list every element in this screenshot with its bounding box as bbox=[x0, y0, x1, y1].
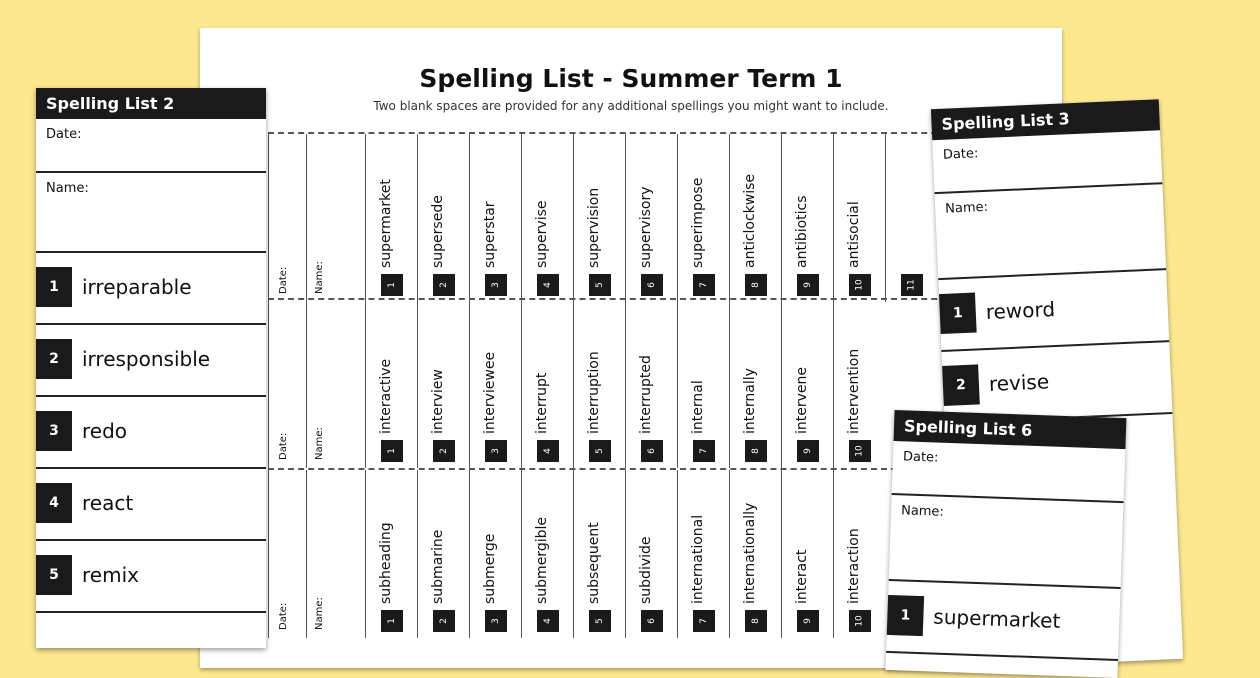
word-cell bbox=[573, 300, 626, 468]
spelling-word: interact bbox=[794, 549, 810, 604]
spelling-word: antisocial bbox=[846, 201, 862, 268]
card-title: Spelling List 2 bbox=[36, 88, 266, 119]
list-item bbox=[36, 325, 266, 397]
spelling-word: irreparable bbox=[82, 275, 192, 299]
word-cell bbox=[417, 470, 470, 638]
word-number-badge: 3 bbox=[485, 440, 507, 462]
word-cell bbox=[677, 470, 730, 638]
word-number-badge: 4 bbox=[537, 440, 559, 462]
item-number-badge: 5 bbox=[36, 555, 72, 595]
item-number-badge: 1 bbox=[36, 267, 72, 307]
spelling-word: reword bbox=[985, 297, 1056, 325]
item-number-badge: 1 bbox=[887, 595, 924, 636]
word-number-badge: 5 bbox=[589, 274, 611, 296]
spelling-word: superimpose bbox=[690, 177, 706, 268]
name-cell bbox=[306, 470, 365, 638]
list-item bbox=[36, 469, 266, 541]
word-cell bbox=[885, 134, 938, 302]
word-cell bbox=[677, 134, 730, 302]
word-cell bbox=[521, 134, 574, 302]
spelling-word: react bbox=[82, 491, 134, 515]
word-cell bbox=[573, 134, 626, 302]
word-cell bbox=[625, 134, 678, 302]
name-cell bbox=[306, 134, 365, 302]
spelling-word: supervision bbox=[586, 187, 602, 268]
spelling-word: remix bbox=[82, 563, 139, 587]
word-cell bbox=[521, 470, 574, 638]
word-cell bbox=[365, 470, 418, 638]
word-number-badge: 9 bbox=[797, 610, 819, 632]
date-field: Date: bbox=[932, 130, 1162, 194]
word-cell bbox=[521, 300, 574, 468]
spelling-word: intervene bbox=[794, 366, 810, 434]
word-number-badge: 2 bbox=[433, 440, 455, 462]
word-number-badge: 7 bbox=[693, 610, 715, 632]
word-number-badge: 1 bbox=[381, 610, 403, 632]
spelling-word: supermarket bbox=[378, 179, 394, 268]
word-cell bbox=[781, 470, 834, 638]
spelling-word: interrupted bbox=[638, 355, 654, 434]
date-label: Date: bbox=[278, 266, 289, 294]
spelling-word: interaction bbox=[846, 528, 862, 604]
word-cell bbox=[833, 470, 886, 638]
spelling-word: intervention bbox=[846, 348, 862, 434]
spelling-word: interviewee bbox=[482, 351, 498, 434]
list-item bbox=[36, 253, 266, 325]
word-cell bbox=[365, 134, 418, 302]
spelling-word: international bbox=[690, 514, 706, 604]
name-label: Name: bbox=[314, 597, 325, 630]
word-cell bbox=[781, 300, 834, 468]
list-item bbox=[938, 270, 1169, 352]
card-title: Spelling List 6 bbox=[894, 410, 1127, 449]
name-label: Name: bbox=[314, 261, 325, 294]
date-label: Date: bbox=[278, 432, 289, 460]
name-field: Name: bbox=[935, 184, 1167, 280]
word-cell bbox=[469, 300, 522, 468]
word-cell bbox=[625, 300, 678, 468]
date-field: Date: bbox=[892, 441, 1126, 503]
spelling-word: interrupt bbox=[534, 372, 550, 434]
item-number-badge: 1 bbox=[939, 292, 977, 334]
word-number-badge: 3 bbox=[485, 610, 507, 632]
date-field: Date: bbox=[36, 119, 266, 173]
word-list bbox=[886, 581, 1120, 661]
word-cell bbox=[573, 470, 626, 638]
item-number-badge: 2 bbox=[36, 339, 72, 379]
sheet-title: Spelling List - Summer Term 1 bbox=[419, 64, 843, 93]
spelling-word: supervise bbox=[534, 200, 550, 268]
item-number-badge: 4 bbox=[36, 483, 72, 523]
sheet-subtitle: Two blank spaces are provided for any additional spellings you might want to include. bbox=[373, 99, 889, 113]
spelling-word: subheading bbox=[378, 522, 394, 604]
word-number-badge: 9 bbox=[797, 274, 819, 296]
name-field: Name: bbox=[36, 173, 266, 253]
word-number-badge: 4 bbox=[537, 610, 559, 632]
word-number-badge: 9 bbox=[797, 440, 819, 462]
word-number-badge: 2 bbox=[433, 610, 455, 632]
word-number-badge: 1 bbox=[381, 440, 403, 462]
spelling-word: internal bbox=[690, 380, 706, 434]
spelling-word: internationally bbox=[742, 502, 758, 604]
spelling-word: antibiotics bbox=[794, 195, 810, 268]
word-cell bbox=[677, 300, 730, 468]
word-cell bbox=[729, 300, 782, 468]
word-cell bbox=[729, 134, 782, 302]
word-number-badge: 8 bbox=[745, 610, 767, 632]
spelling-word: interview bbox=[430, 369, 446, 434]
date-cell bbox=[268, 134, 307, 302]
spelling-word: interruption bbox=[586, 351, 602, 434]
word-number-badge: 1 bbox=[381, 274, 403, 296]
name-label: Name: bbox=[314, 427, 325, 460]
spelling-list-6-card bbox=[886, 410, 1127, 678]
date-cell bbox=[268, 300, 307, 468]
list-item bbox=[886, 581, 1120, 661]
list-item bbox=[36, 397, 266, 469]
word-cell bbox=[781, 134, 834, 302]
word-number-badge: 10 bbox=[849, 274, 871, 296]
word-number-badge: 10 bbox=[849, 610, 871, 632]
name-cell bbox=[306, 300, 365, 468]
spelling-word: superstar bbox=[482, 201, 498, 268]
spelling-word: interactive bbox=[378, 358, 394, 434]
word-number-badge: 7 bbox=[693, 440, 715, 462]
list-item bbox=[36, 541, 266, 613]
date-cell bbox=[268, 470, 307, 638]
spelling-word: revise bbox=[988, 369, 1050, 396]
item-number-badge: 2 bbox=[942, 364, 980, 406]
date-label: Date: bbox=[278, 602, 289, 630]
word-number-badge: 6 bbox=[641, 274, 663, 296]
item-number-badge: 3 bbox=[36, 411, 72, 451]
word-cell bbox=[729, 470, 782, 638]
spelling-word: supermarket bbox=[933, 604, 1061, 633]
word-number-badge: 8 bbox=[745, 440, 767, 462]
word-list bbox=[36, 253, 266, 613]
word-cell bbox=[417, 134, 470, 302]
spelling-word: supervisory bbox=[638, 186, 654, 268]
word-number-badge: 4 bbox=[537, 274, 559, 296]
spelling-word: irresponsible bbox=[82, 347, 211, 371]
spelling-word: supersede bbox=[430, 195, 446, 268]
word-list bbox=[938, 270, 1172, 424]
spelling-word: anticlockwise bbox=[742, 173, 758, 268]
word-cell bbox=[365, 300, 418, 468]
word-number-badge: 7 bbox=[693, 274, 715, 296]
word-number-badge: 3 bbox=[485, 274, 507, 296]
word-cell bbox=[417, 300, 470, 468]
word-number-badge: 6 bbox=[641, 440, 663, 462]
word-number-badge: 2 bbox=[433, 274, 455, 296]
word-number-badge: 5 bbox=[589, 610, 611, 632]
word-cell bbox=[833, 134, 886, 302]
word-number-badge: 5 bbox=[589, 440, 611, 462]
word-number-badge: 8 bbox=[745, 274, 767, 296]
word-number-badge: 10 bbox=[849, 440, 871, 462]
spelling-list-2-card bbox=[36, 88, 266, 648]
word-cell bbox=[469, 470, 522, 638]
card-title: Spelling List 3 bbox=[931, 99, 1160, 140]
word-cell bbox=[469, 134, 522, 302]
word-cell bbox=[625, 470, 678, 638]
spelling-word: subsequent bbox=[586, 522, 602, 604]
name-field: Name: bbox=[889, 495, 1124, 589]
spelling-word: submarine bbox=[430, 529, 446, 604]
spelling-word: subdivide bbox=[638, 536, 654, 604]
spelling-word: internally bbox=[742, 368, 758, 434]
spelling-word: submerge bbox=[482, 533, 498, 604]
spelling-word: redo bbox=[82, 419, 128, 443]
word-number-badge: 11 bbox=[901, 274, 923, 296]
spelling-word: submergible bbox=[534, 517, 550, 604]
list-item bbox=[941, 342, 1172, 424]
word-cell bbox=[833, 300, 886, 468]
word-number-badge: 6 bbox=[641, 610, 663, 632]
